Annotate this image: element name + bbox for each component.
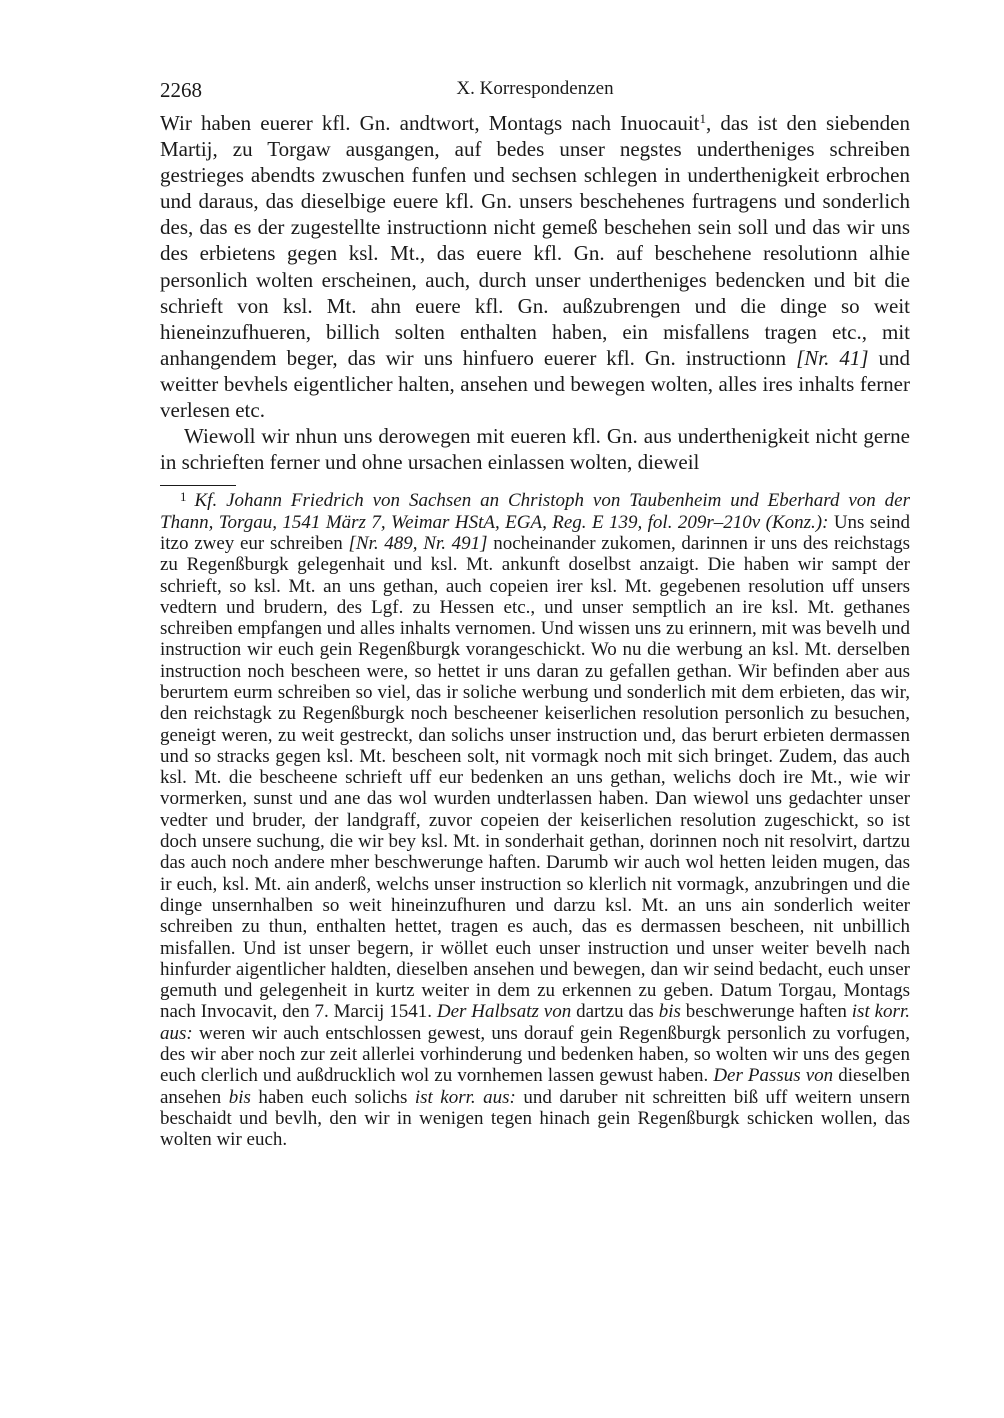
paragraph-1-text-b: , das ist den siebenden Martij, zu Torgaw ausgangen, auf bedes unser negstes undertheniges schreiben gestrieges abendts zwuschen funfen und sechsen schlegen in underthenigkeit erbrochen und daraus, das dieselbige euere kfl. Gn. unsers beschehenes furtragens und sonderlich des, das es der zugestellte instructionn nicht gemeß beschehen sein soll und das wir uns des erbietens gegen ksl. Mt., das euere kfl. Gn. auf beschehene resolutionn alhie personlich wolten erscheinen, auch, durch unser undertheniges bedencken und bit die schrieft von ksl. Mt. ahn euere kfl. Gn. außzubrengen und die dinge so weit hieneinzufhueren, billich solten enthalten haben, ein misfallens tragen etc., mit anhangendem beger, das wir uns hinfuero euerer kfl. Gn. instructionn xyxy=(160,111,910,370)
paragraph-1-text-c: und weitter bevhels eigentlicher halten, ansehen und bewegen wolten, alles ires inhalts ferner verlesen etc. xyxy=(160,345,910,423)
footnote-reference: 1 xyxy=(699,111,706,126)
footnote-editorial-note: ist korr. aus: xyxy=(414,1086,516,1108)
footnote-text: haben euch solichs xyxy=(250,1086,415,1108)
footnote-mark: 1 xyxy=(180,489,187,505)
running-title: X. Korrespondenzen xyxy=(456,78,614,99)
footnote-editorial-note: bis xyxy=(658,1001,681,1023)
footnote-document-reference: [Nr. 489, Nr. 491] xyxy=(348,532,488,554)
footnote-source-citation: Kf. Johann Friedrich von Sachsen an Christoph von Taubenheim und Eberhard von der Thann, Torgau, 1541 März 7, Weimar HStA, EGA, Reg. E 139, fol. 209r–210v (Konz.): xyxy=(160,490,910,533)
footnote-text: und daruber nit schreitten biß uff weitern unsern beschaidt und bevlh, den wir in wenigen tegen hinach gein Regenßburgk schicken wollen, das wolten wir euch. xyxy=(160,1086,910,1151)
footnote-text: Uns seind itzo zwey eur schreiben xyxy=(160,511,910,554)
footnote-editorial-note: Der Passus von xyxy=(713,1065,834,1087)
document-reference: [Nr. 41] xyxy=(796,345,869,370)
footnote-text: dieselben ansehen xyxy=(160,1065,910,1108)
page xyxy=(160,78,910,1151)
footnote-text: weren wir auch entschlossen gewest, uns dorauf gein Regenßburgk personlich zu vorfugen, des wir aber noch zur zeit allerlei vorhinderung und bedenken haben, so wolten wir uns des gegen euch clerlich und außdrucklich wol zu vornhemen lassen gewust haben. xyxy=(160,1022,910,1087)
paragraph-2: Wiewoll wir nhun uns derowegen mit eueren kfl. Gn. aus underthenigkeit nicht gerne in schrieften ferner und ohne ursachen einlassen wolten, dieweil xyxy=(160,424,910,475)
footnote-text: dartzu das xyxy=(571,1001,659,1023)
footnote-editorial-note: bis xyxy=(228,1086,251,1108)
footnote-editorial-note: ist korr. aus: xyxy=(160,1001,910,1044)
page-number: 2268 xyxy=(160,78,202,102)
footnote-text: nocheinander zukomen, darinnen ir uns des reichstags zu Regenßburgk gelegenhait und ksl. Mt. ankunft doselbst anzaigt. Die haben wir sampt der schrieft, so ksl. Mt. an uns gethan, auch copeien irer ksl. Mt. gegebenen resolution uff unsers vedtern und brudern, des Lgf. zu Hessen etc., und unser semptlich an ire ksl. Mt. gethanes schreiben empfangen und alles inhalts vernomen. Und wissen uns zu erinnern, mit was bevelh und instruction wir euch gein Regenßburgk vorangeschickt. Wo nu die werbung an ksl. Mt. derselben instruction noch bescheen were, so hettet ir uns daran zu gefallen gethan. Wir befinden aber aus berurtem eurm schreiben so viel, das ir soliche werbung und sonderlich mit dem erbieten, das wir, den reichstagk zu Regenßburgk noch bescheener keiserlichen resolution personlich zu besuchen, geneigt weren, zu weit gestreckt, dan solichs unser instruction und, das berurt erbieten dermassen und so stracks gegen ksl. Mt. bescheen solt, nit vormagk noch mit sich bringet. Zudem, das auch ksl. Mt. die bescheene schrieft uff eur bedenken an uns gethan, welichs doch ire Mt., wie wir vormerken, sunst und ane das wol wurden undterlassen haben. Dan wiewol uns gedachter unser vedter und bruder, der landgraff, zuvor copeien der keiserlichen resolution zugeschickt, so ist doch unsere suchung, die wir bey ksl. Mt. in sonderhait gethan, dorinnen noch nit resolvirt, dartzu das auch noch andere mher beschwerunge haften. Darumb wir auch wol hetten leiden mugen, das ir euch, ksl. Mt. ain anderß, welchs unser instruction so klerlich nit vormagk, anzubringen und die dinge unsernhalben so weit hineinzufhuren und darzu ksl. Mt. an uns ain sonderlich weiter schreiben zu thun, enthalten hettet, tragen es auch, das es dermassen bescheen, nit unbillich misfallen. Und ist unser begern, ir wöllet euch unser instruction und unser weiter bevelh nach hinfurder aigentlicher haldten, dieselben ansehen und bewegen, dan wir seind bedacht, euch unser gemuth und gelegenheit in kurtz weiter in dem zu erkennen zu geben. Datum Torgau, Montags nach Invocavit, den 7. Marcij 1541. xyxy=(160,532,910,1023)
footnote-editorial-note: Der Halbsatz von xyxy=(436,1001,572,1023)
main-text xyxy=(160,110,910,475)
footnote-text: beschwerunge haften xyxy=(680,1001,852,1023)
footnote-rule xyxy=(160,485,236,486)
footnote-1 xyxy=(160,490,910,1150)
paragraph-1-text-a: Wir haben euerer kfl. Gn. andtwort, Montags nach Inuocauit xyxy=(160,111,700,135)
running-head xyxy=(160,78,910,110)
paragraph-1 xyxy=(160,110,910,423)
